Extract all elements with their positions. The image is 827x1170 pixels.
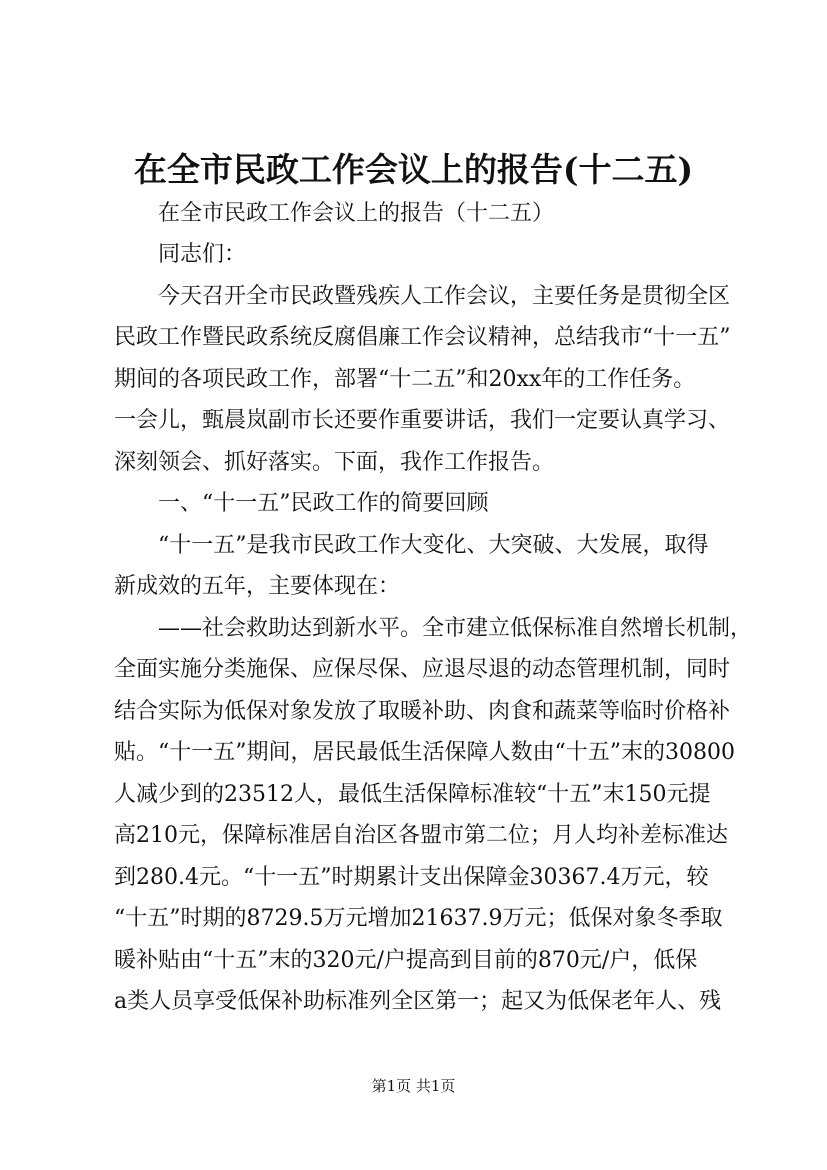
paragraph-line: 暖补贴由“十五”末的320元/户提高到目前的870元/户，低保 [114,948,698,973]
section-heading: 一、“十一五”民政工作的简要回顾 [158,491,489,516]
paragraph-line: 民政工作暨民政系统反腐倡廉工作会议精神，总结我市“十一五” [114,325,731,350]
subtitle-line: 在全市民政工作会议上的报告（十二五） [158,201,555,226]
salutation-line: 同志们： [158,242,247,267]
paragraph-line: 深刻领会、抓好落实。下面，我作工作报告。 [114,450,555,475]
paragraph-line: 贴。“十一五”期间，居民最低生活保障人数由“十五”末的30800 [114,740,735,765]
paragraph-line: 人减少到的23512人，最低生活保障标准较“十五”末150元提 [114,782,711,807]
page-footer: 第1页 共1页 [371,1077,456,1095]
paragraph-line: “十五”时期的8729.5万元增加21637.9万元；低保对象冬季取 [114,906,723,931]
paragraph-line: 新成效的五年，主要体现在： [114,574,401,599]
paragraph-line: 一会儿，甄晨岚副市长还要作重要讲话，我们一定要认真学习、 [114,408,731,433]
paragraph-line: 高210元，保障标准居自治区各盟市第二位；月人均补差标准达 [114,823,728,848]
paragraph-line: 期间的各项民政工作，部署“十二五”和20xx年的工作任务。 [114,367,696,392]
paragraph-line: 全面实施分类施保、应保尽保、应退尽退的动态管理机制，同时 [114,657,731,682]
paragraph-line: a类人员享受低保补助标准列全区第一；起又为低保老年人、残 [114,989,722,1014]
paragraph-line: 到280.4元。“十一五”时期累计支出保障金30367.4万元，较 [114,865,709,890]
paragraph-line: ——社会救助达到新水平。全市建立低保标准自然增长机制， [158,616,753,641]
paragraph-line: 结合实际为低保对象发放了取暖补助、肉食和蔬菜等临时价格补 [114,699,731,724]
document-title: 在全市民政工作会议上的报告(十二五) [133,150,694,189]
paragraph-line: “十一五”是我市民政工作大变化、大突破、大发展，取得 [158,533,709,558]
paragraph-line: 今天召开全市民政暨残疾人工作会议，主要任务是贯彻全区 [158,284,731,309]
